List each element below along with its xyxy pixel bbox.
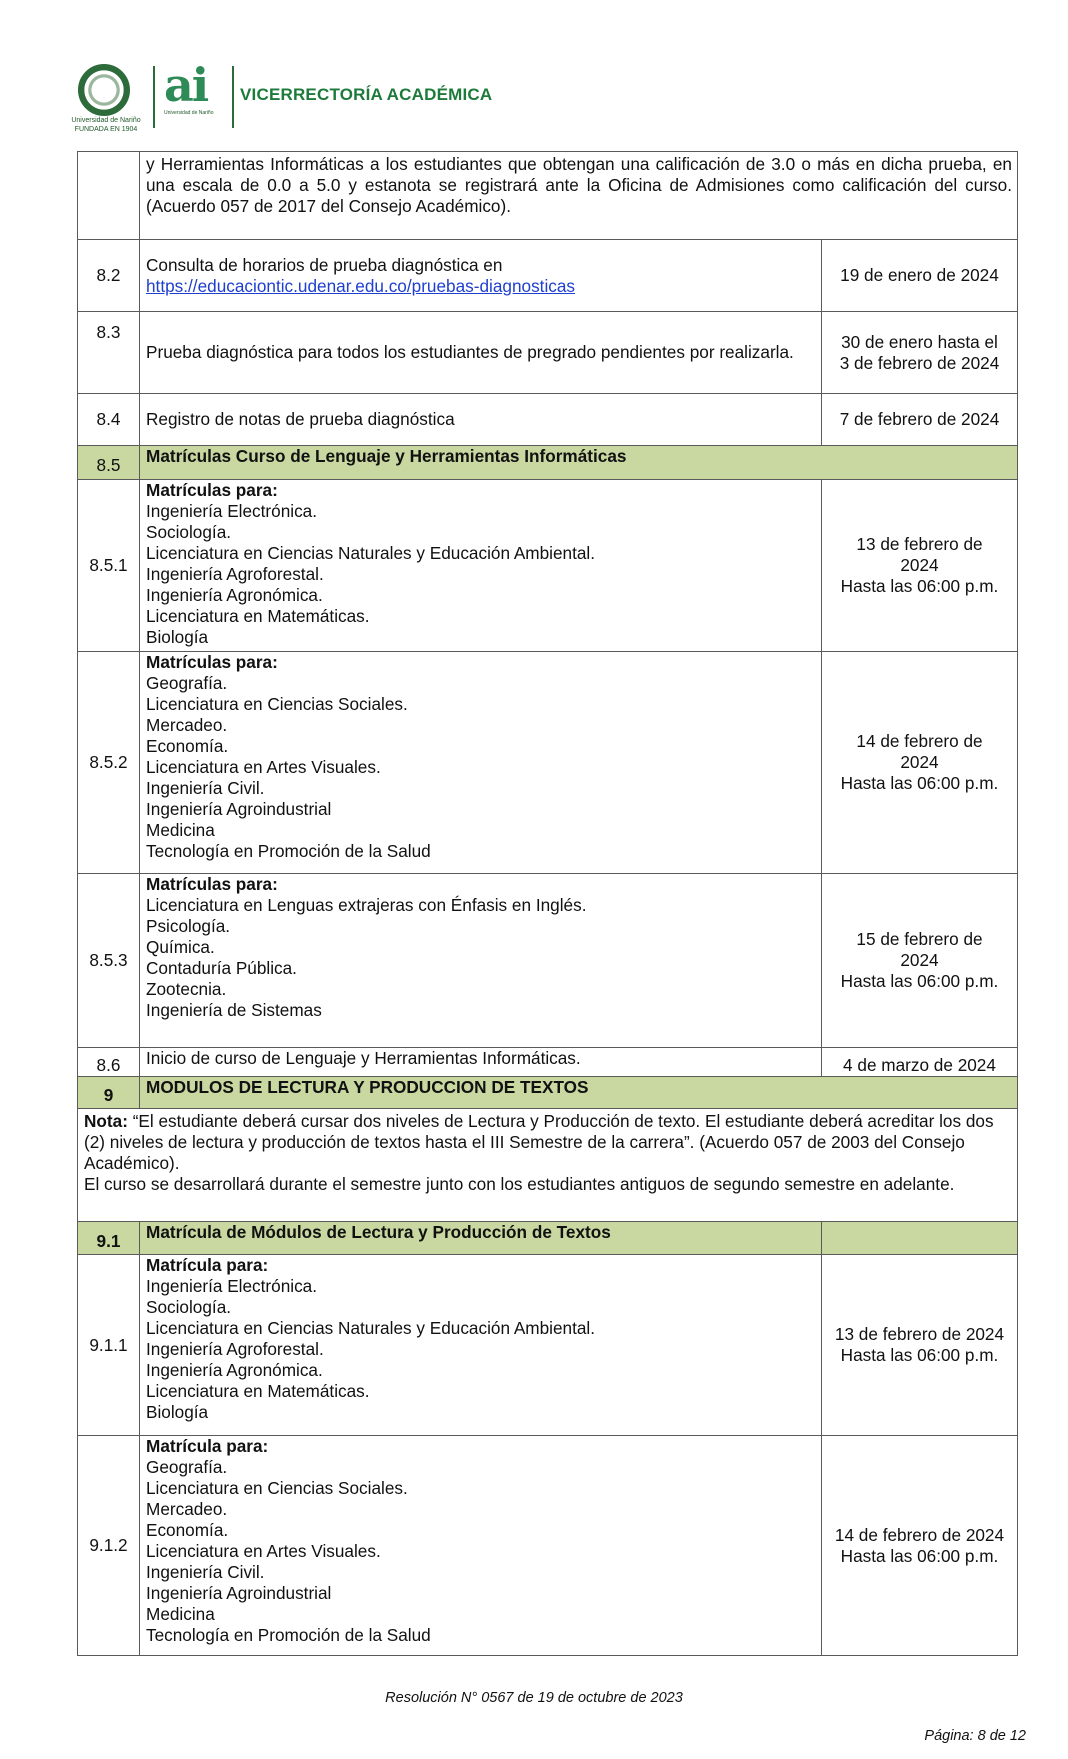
- table-row: [78, 240, 1018, 312]
- list-item: Ingeniería Agronómica.: [146, 585, 323, 605]
- list-item: Geografía.: [146, 1457, 228, 1477]
- note-text-2: El curso se desarrollará durante el semestre junto con los estudiantes antiguos de segundo semestre en adelante.: [84, 1174, 955, 1194]
- date-line: 2024: [900, 950, 939, 970]
- header-title: VICERRECTORÍA ACADÉMICA: [240, 85, 493, 104]
- page-header: [62, 58, 512, 136]
- row-number: [78, 152, 140, 240]
- list-item: Ingeniería Agroforestal.: [146, 564, 324, 584]
- list-heading: Matrícula para:: [146, 1436, 269, 1456]
- row-number: 9: [78, 1077, 140, 1109]
- list-item: Ingeniería de Sistemas: [146, 1000, 322, 1020]
- row-date: 7 de febrero de 2024: [821, 394, 1017, 446]
- diagnostic-schedule-link[interactable]: https://educaciontic.udenar.edu.co/pruebas-diagnosticas: [146, 275, 576, 296]
- section-row: [78, 446, 1018, 480]
- date-line: 13 de febrero de 2024: [834, 1324, 1005, 1344]
- date-line: Hasta las 06:00 p.m.: [840, 576, 999, 596]
- list-item: Ingeniería Agroindustrial: [146, 1583, 332, 1603]
- row-description: Prueba diagnóstica para todos los estudiantes de pregrado pendientes por realizarla.: [140, 312, 822, 394]
- table-row: [78, 652, 1018, 874]
- section-title: Matrículas Curso de Lenguaje y Herramientas Informáticas: [140, 446, 1018, 480]
- university-seal-logo: [78, 64, 130, 116]
- date-line: Hasta las 06:00 p.m.: [840, 971, 999, 991]
- list-item: Economía.: [146, 1520, 229, 1540]
- list-item: Economía.: [146, 736, 229, 756]
- table-row: [78, 1255, 1018, 1436]
- date-line: 15 de febrero de: [856, 929, 983, 949]
- row-description: Inicio de curso de Lenguaje y Herramientas Informáticas.: [140, 1048, 822, 1077]
- row-text: Consulta de horarios de prueba diagnóstica en: [146, 254, 503, 275]
- note-cell: [78, 1109, 1018, 1222]
- list-item: Medicina: [146, 1604, 215, 1624]
- row-description: [140, 480, 822, 652]
- date-line: Hasta las 06:00 p.m.: [840, 1345, 999, 1365]
- row-description: Registro de notas de prueba diagnóstica: [140, 394, 822, 446]
- table-row: [78, 1436, 1018, 1656]
- list-item: Zootecnia.: [146, 979, 227, 999]
- list-item: Licenciatura en Lenguas extrajeras con Énfasis en Inglés.: [146, 895, 587, 915]
- row-date: [821, 652, 1017, 874]
- seal-caption-line: Universidad de Nariño: [71, 117, 141, 124]
- row-date: [821, 1255, 1017, 1436]
- row-number: 9.1.1: [78, 1255, 140, 1436]
- table-row: [78, 874, 1018, 1048]
- row-number: 8.5.2: [78, 652, 140, 874]
- list-item: Sociología.: [146, 1297, 232, 1317]
- note-label: Nota:: [84, 1111, 128, 1131]
- ai-logo-caption: Universidad de Nariño: [164, 110, 214, 116]
- table-row: [78, 1048, 1018, 1077]
- divider: [232, 66, 234, 128]
- row-number: 8.6: [78, 1048, 140, 1077]
- list-item: Química.: [146, 937, 215, 957]
- row-date: [821, 874, 1017, 1048]
- row-description: [140, 1255, 822, 1436]
- section-row: [78, 1077, 1018, 1109]
- list-item: Licenciatura en Artes Visuales.: [146, 757, 381, 777]
- row-date: [821, 312, 1017, 394]
- seal-caption: [66, 116, 146, 134]
- table-row: [78, 394, 1018, 446]
- row-description: [140, 240, 822, 312]
- list-item: Licenciatura en Artes Visuales.: [146, 1541, 381, 1561]
- list-item: Tecnología en Promoción de la Salud: [146, 1625, 431, 1645]
- date-line: 14 de febrero de: [856, 731, 983, 751]
- row-description: y Herramientas Informáticas a los estudiantes que obtengan una calificación de 3.0 o más en dicha prueba, en una escala de 0.0 a 5.0 y estanota se registrará ante la Oficina de Admisiones como calificación del curso. (Acuerdo 057 de 2017 del Consejo Académico).: [140, 152, 1018, 240]
- list-item: Geografía.: [146, 673, 228, 693]
- section-row: [78, 1222, 1018, 1255]
- row-date: 4 de marzo de 2024: [821, 1048, 1017, 1077]
- row-number: 8.5.3: [78, 874, 140, 1048]
- row-date: 19 de enero de 2024: [821, 240, 1017, 312]
- date-line: 2024: [900, 752, 939, 772]
- row-number: 8.3: [78, 312, 140, 394]
- list-item: Ingeniería Civil.: [146, 778, 265, 798]
- list-heading: Matrículas para:: [146, 652, 278, 672]
- list-heading: Matrícula para:: [146, 1255, 269, 1275]
- list-item: Mercadeo.: [146, 715, 228, 735]
- footer-resolution: Resolución N° 0567 de 19 de octubre de 2023: [385, 1690, 683, 1706]
- list-item: Ingeniería Civil.: [146, 1562, 265, 1582]
- list-item: Licenciatura en Ciencias Naturales y Educación Ambiental.: [146, 543, 596, 563]
- row-date: [821, 1222, 1017, 1255]
- list-item: Licenciatura en Ciencias Sociales.: [146, 694, 408, 714]
- row-description: [140, 874, 822, 1048]
- list-item: Ingeniería Electrónica.: [146, 501, 318, 521]
- list-heading: Matrículas para:: [146, 480, 278, 500]
- list-item: Licenciatura en Ciencias Sociales.: [146, 1478, 408, 1498]
- row-number: 8.2: [78, 240, 140, 312]
- list-item: Tecnología en Promoción de la Salud: [146, 841, 431, 861]
- date-line: 2024: [900, 555, 939, 575]
- date-line: Hasta las 06:00 p.m.: [840, 1545, 999, 1566]
- section-title: MODULOS DE LECTURA Y PRODUCCION DE TEXTOS: [140, 1077, 1018, 1109]
- list-item: Psicología.: [146, 916, 231, 936]
- date-line: 3 de febrero de 2024: [839, 352, 1000, 373]
- table-row: [78, 480, 1018, 652]
- row-number: 8.5.1: [78, 480, 140, 652]
- list-item: Ingeniería Agroforestal.: [146, 1339, 324, 1359]
- row-number: 9.1: [78, 1222, 140, 1255]
- row-description: [140, 1436, 822, 1656]
- list-item: Contaduría Pública.: [146, 958, 297, 978]
- list-item: Ingeniería Agronómica.: [146, 1360, 323, 1380]
- date-line: 30 de enero hasta el: [841, 331, 998, 352]
- table-row: [78, 152, 1018, 240]
- section-title: Matrícula de Módulos de Lectura y Producción de Textos: [140, 1222, 822, 1255]
- table-row: [78, 312, 1018, 394]
- row-date: [821, 480, 1017, 652]
- list-heading: Matrículas para:: [146, 874, 278, 894]
- list-item: Biología: [146, 1402, 209, 1422]
- seal-caption-line: FUNDADA EN 1904: [74, 126, 138, 133]
- list-item: Medicina: [146, 820, 215, 840]
- note-text: “El estudiante deberá cursar dos niveles de Lectura y Producción de texto. El estudiante deberá acreditar los dos (2) niveles de lectura y producción de textos hasta el III Semestre de la carrera”. (Acuerdo 057 de 2003 del Consejo Académico).: [84, 1111, 994, 1173]
- list-item: Licenciatura en Matemáticas.: [146, 606, 370, 626]
- list-item: Biología: [146, 627, 209, 647]
- list-item: Sociología.: [146, 522, 232, 542]
- footer-page-number: Página: 8 de 12: [924, 1728, 1026, 1744]
- date-line: 14 de febrero de 2024: [834, 1524, 1005, 1545]
- row-description: [140, 652, 822, 874]
- row-number: 8.4: [78, 394, 140, 446]
- date-line: Hasta las 06:00 p.m.: [840, 773, 999, 793]
- note-row: [78, 1109, 1018, 1222]
- row-date: [821, 1436, 1017, 1656]
- row-number: 9.1.2: [78, 1436, 140, 1656]
- list-item: Ingeniería Electrónica.: [146, 1276, 318, 1296]
- ai-logo: ai: [164, 58, 208, 112]
- divider: [153, 66, 155, 128]
- date-line: 13 de febrero de: [856, 534, 983, 554]
- row-number: 8.5: [78, 446, 140, 480]
- schedule-table: [77, 151, 1018, 1656]
- list-item: Licenciatura en Ciencias Naturales y Educación Ambiental.: [146, 1318, 596, 1338]
- list-item: Mercadeo.: [146, 1499, 228, 1519]
- list-item: Ingeniería Agroindustrial: [146, 799, 332, 819]
- list-item: Licenciatura en Matemáticas.: [146, 1381, 370, 1401]
